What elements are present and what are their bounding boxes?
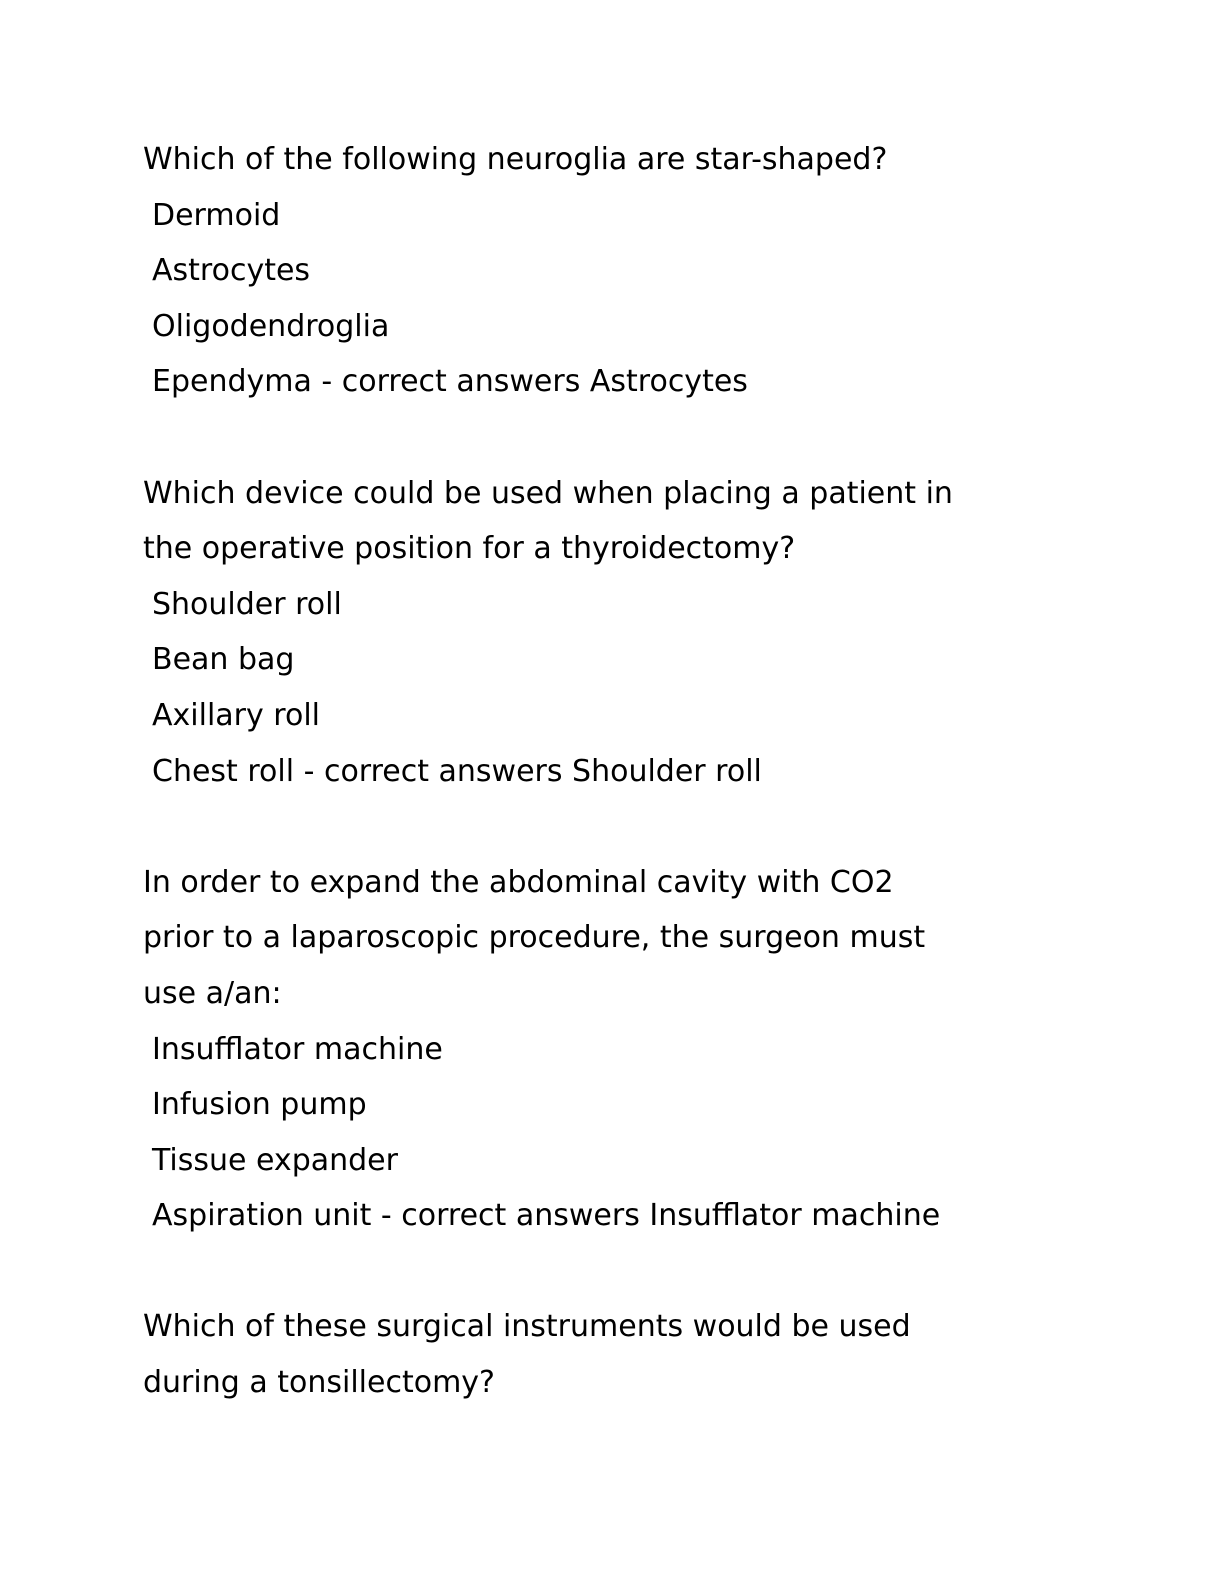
question-text: the operative position for a thyroidectomy? bbox=[143, 531, 796, 567]
question-text: prior to a laparoscopic procedure, the surgeon must bbox=[143, 920, 926, 956]
question-text: Which of the following neuroglia are star-shaped? bbox=[143, 142, 888, 177]
answer-option: Axillary roll bbox=[152, 697, 320, 733]
question-text: Which of these surgical instruments would be used bbox=[143, 1309, 911, 1345]
answer-option-with-correct-answer: Aspiration unit - correct answers Insufflator machine bbox=[152, 1198, 941, 1234]
answer-option: Insufflator machine bbox=[152, 1031, 443, 1067]
answer-option: Oligodendroglia bbox=[152, 308, 390, 344]
answer-option: Infusion pump bbox=[152, 1087, 367, 1123]
answer-option-with-correct-answer: Ependyma - correct answers Astrocytes bbox=[152, 364, 748, 400]
question-block bbox=[143, 855, 1103, 1244]
question-text: during a tonsillectomy? bbox=[143, 1365, 495, 1401]
question-block bbox=[143, 132, 1103, 410]
question-text: Which device could be used when placing a patient in bbox=[143, 475, 953, 511]
paragraph-spacer bbox=[143, 1244, 1103, 1300]
paragraph-spacer bbox=[143, 799, 1103, 855]
paragraph-spacer bbox=[143, 410, 1103, 466]
answer-option-with-correct-answer: Chest roll - correct answers Shoulder roll bbox=[152, 753, 762, 789]
answer-option: Tissue expander bbox=[152, 1142, 398, 1178]
question-block bbox=[143, 466, 1103, 800]
answer-option: Astrocytes bbox=[152, 253, 311, 289]
answer-option: Shoulder roll bbox=[152, 586, 342, 622]
question-block bbox=[143, 1299, 1103, 1410]
document-page bbox=[143, 132, 1103, 1411]
question-text: use a/an: bbox=[143, 975, 282, 1011]
question-text: In order to expand the abdominal cavity with CO2 bbox=[143, 864, 894, 900]
answer-option: Dermoid bbox=[152, 197, 281, 233]
answer-option: Bean bag bbox=[152, 642, 295, 678]
